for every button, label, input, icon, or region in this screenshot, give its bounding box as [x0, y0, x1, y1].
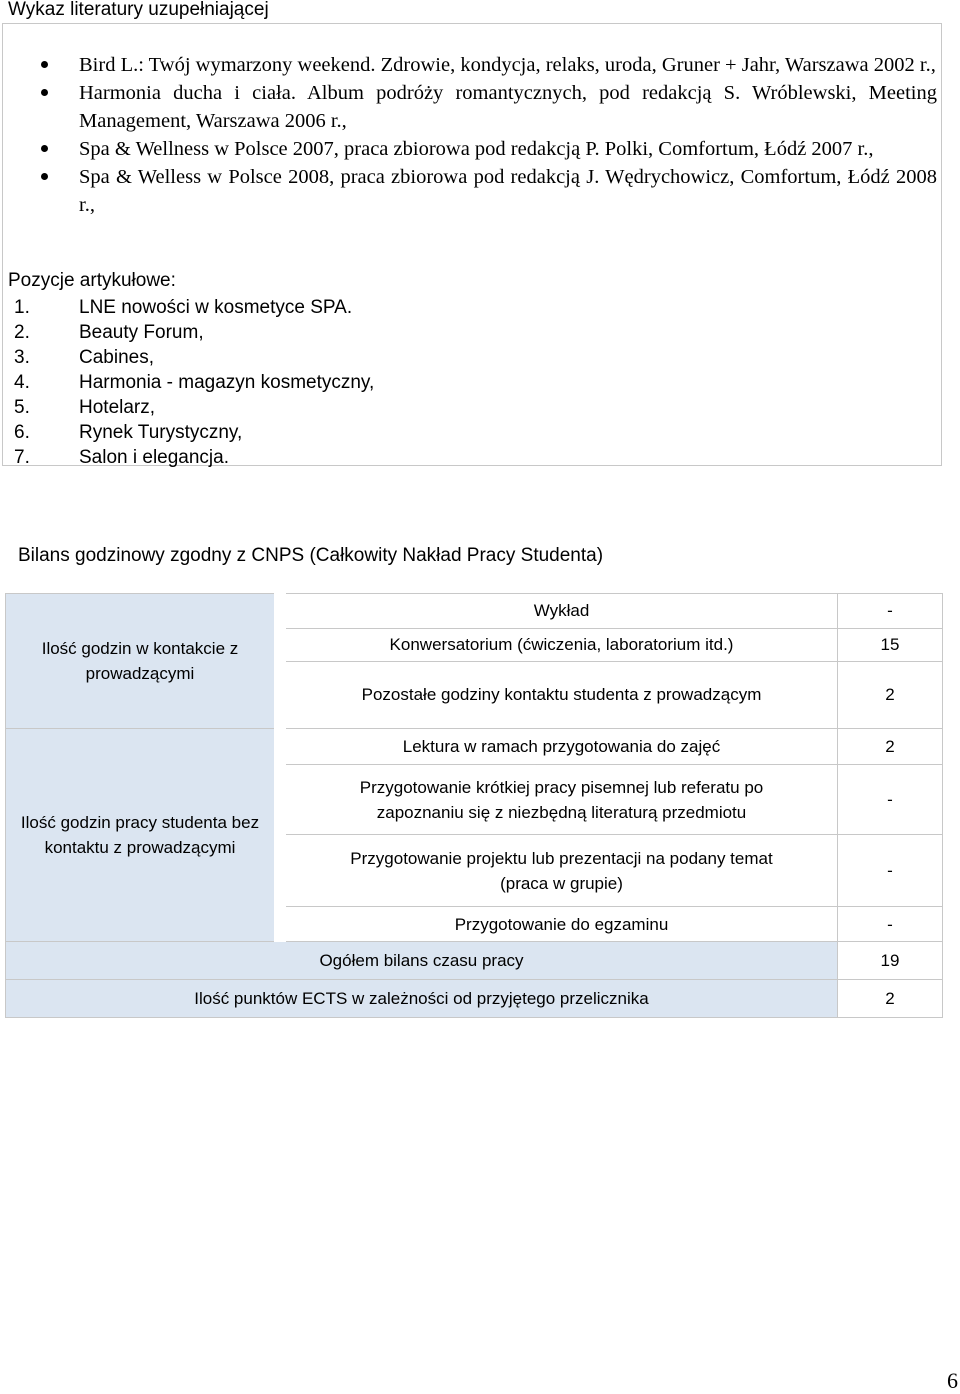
activity-hours: 2 — [838, 729, 943, 765]
article-number: 1. — [14, 297, 30, 318]
self-study-hours-label: Ilość godzin pracy studenta bez kontaktu z prowadzącymi — [6, 729, 281, 942]
literature-entry: Harmonia ducha i ciała. Album podróży romantycznych, pod redakcją S. Wróblewski, Meeting Management, Warszawa 2006 r., — [79, 82, 937, 132]
activity-label: Przygotowanie krótkiej pracy pisemnej lub referatu po zapoznaniu się z niezbędną literaturą przedmiotu — [280, 765, 838, 835]
literature-heading: Wykaz literatury uzupełniającej — [8, 0, 269, 20]
article-title: LNE nowości w kosmetyce SPA. — [79, 297, 353, 318]
activity-label: Przygotowanie projektu lub prezentacji na podany temat (praca w grupie) — [280, 835, 838, 907]
article-title: Beauty Forum, — [79, 322, 204, 343]
table-row — [6, 594, 943, 629]
articles-heading: Pozycje artykułowe: — [8, 270, 176, 291]
activity-label: Pozostałe godziny kontaktu studenta z prowadzącym — [280, 661, 838, 728]
bullet-icon — [41, 145, 48, 152]
contact-hours-label: Ilość godzin w kontakcie z prowadzącymi — [6, 594, 281, 729]
activity-hours: - — [838, 594, 943, 629]
total-workload-value: 19 — [838, 942, 943, 980]
activity-hours: - — [838, 835, 943, 907]
bullet-icon — [41, 89, 48, 96]
literature-entry: Bird L.: Twój wymarzony weekend. Zdrowie, kondycja, relaks, uroda, Gruner + Jahr, Warszawa 2002 r., — [79, 54, 936, 76]
list-item — [3, 135, 941, 163]
article-number: 5. — [14, 397, 30, 418]
activity-hours: 15 — [838, 628, 943, 661]
article-number: 3. — [14, 347, 30, 368]
table-row — [6, 942, 943, 980]
article-number: 6. — [14, 422, 30, 443]
list-item — [3, 163, 941, 219]
table-row — [6, 729, 943, 765]
page-number: 6 — [947, 1368, 958, 1393]
article-title: Hotelarz, — [79, 397, 156, 418]
article-title: Salon i elegancja. — [79, 447, 229, 468]
total-workload-label: Ogółem bilans czasu pracy — [6, 942, 838, 980]
activity-label: Lektura w ramach przygotowania do zajęć — [280, 729, 838, 765]
bullet-icon — [41, 173, 48, 180]
activity-hours: - — [838, 765, 943, 835]
literature-entry: Spa & Welless w Polsce 2008, praca zbiorowa pod redakcją J. Wędrychowicz, Comfortum, Łódź 2008 r., — [79, 166, 937, 216]
ects-label: Ilość punktów ECTS w zależności od przyjętego przelicznika — [6, 980, 838, 1018]
activity-label: Przygotowanie do egzaminu — [280, 907, 838, 942]
activity-label: Konwersatorium (ćwiczenia, laboratorium itd.) — [280, 628, 838, 661]
article-title: Harmonia - magazyn kosmetyczny, — [79, 372, 375, 393]
list-item — [3, 79, 941, 135]
activity-hours: - — [838, 907, 943, 942]
article-title: Cabines, — [79, 347, 154, 368]
bilans-title: Bilans godzinowy zgodny z CNPS (Całkowity Nakład Pracy Studenta) — [18, 545, 604, 566]
bullet-icon — [41, 61, 48, 68]
cnps-table — [5, 593, 943, 1018]
literature-list — [3, 51, 941, 219]
list-item — [3, 51, 941, 79]
ects-value: 2 — [838, 980, 943, 1018]
article-title: Rynek Turystyczny, — [79, 422, 243, 443]
article-number: 7. — [14, 447, 30, 468]
article-number: 4. — [14, 372, 30, 393]
activity-hours: 2 — [838, 661, 943, 728]
table-row — [6, 980, 943, 1018]
article-number: 2. — [14, 322, 30, 343]
literature-entry: Spa & Wellness w Polsce 2007, praca zbiorowa pod redakcją P. Polki, Comfortum, Łódź 2007 r., — [79, 138, 874, 160]
activity-label: Wykład — [280, 594, 838, 629]
